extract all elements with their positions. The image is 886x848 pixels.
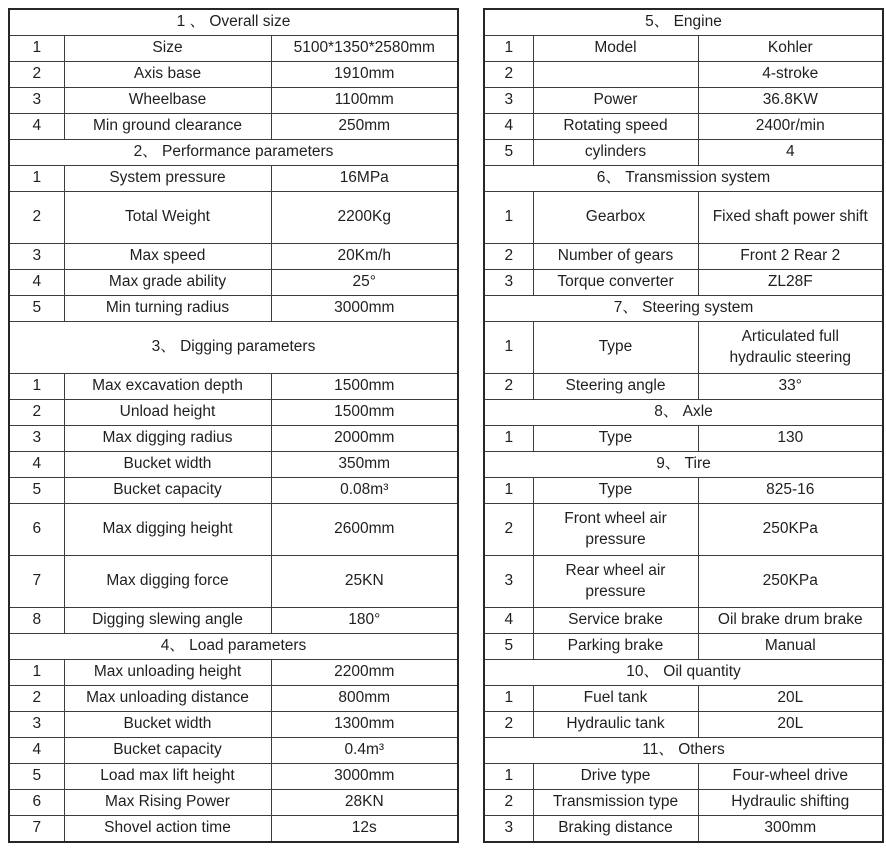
section-title: 9、 Tire <box>484 452 883 478</box>
row-no-cell: 4 <box>9 270 64 296</box>
row-value-cell: 25° <box>271 270 458 296</box>
section-header-row <box>484 452 883 478</box>
spec-row <box>484 608 883 634</box>
row-name-cell: Axis base <box>64 62 271 88</box>
row-no-cell: 4 <box>9 738 64 764</box>
row-value-cell: 2000mm <box>271 426 458 452</box>
spec-row <box>484 140 883 166</box>
row-value-cell: Manual <box>698 634 883 660</box>
row-no-cell: 7 <box>9 556 64 608</box>
row-value-cell: 28KN <box>271 790 458 816</box>
row-value-cell: Articulated full hydraulic steering <box>698 322 883 374</box>
row-value-cell: 36.8KW <box>698 88 883 114</box>
spec-row <box>9 712 458 738</box>
row-value-cell: ZL28F <box>698 270 883 296</box>
row-no-cell: 5 <box>9 478 64 504</box>
row-value-cell: 250KPa <box>698 504 883 556</box>
row-value-cell: Oil brake drum brake <box>698 608 883 634</box>
spec-row <box>9 192 458 244</box>
spec-row <box>9 478 458 504</box>
spec-row <box>9 556 458 608</box>
row-name-cell: Fuel tank <box>533 686 698 712</box>
section-title: 8、 Axle <box>484 400 883 426</box>
row-no-cell: 1 <box>484 478 533 504</box>
row-value-cell: 350mm <box>271 452 458 478</box>
row-name-cell: Min ground clearance <box>64 114 271 140</box>
row-value-cell: 300mm <box>698 816 883 843</box>
spec-row <box>9 738 458 764</box>
row-no-cell: 4 <box>484 608 533 634</box>
row-value-cell: 16MPa <box>271 166 458 192</box>
row-name-cell: Max digging force <box>64 556 271 608</box>
row-value-cell: 12s <box>271 816 458 843</box>
spec-row <box>9 166 458 192</box>
row-name-cell: Max speed <box>64 244 271 270</box>
section-header-row <box>484 660 883 686</box>
row-value-cell: 0.4m³ <box>271 738 458 764</box>
spec-row <box>484 270 883 296</box>
spec-row <box>484 686 883 712</box>
spec-row <box>9 88 458 114</box>
row-value-cell: 2600mm <box>271 504 458 556</box>
spec-table-right <box>483 8 884 843</box>
row-no-cell: 5 <box>9 296 64 322</box>
spec-row <box>484 816 883 843</box>
row-no-cell: 1 <box>484 764 533 790</box>
row-name-cell: Load max lift height <box>64 764 271 790</box>
row-name-cell: Shovel action time <box>64 816 271 843</box>
row-name-cell: Wheelbase <box>64 88 271 114</box>
row-value-cell: Four-wheel drive <box>698 764 883 790</box>
row-name-cell: Total Weight <box>64 192 271 244</box>
row-name-cell <box>533 62 698 88</box>
row-name-cell: Rear wheel air pressure <box>533 556 698 608</box>
spec-row <box>9 764 458 790</box>
row-name-cell: Model <box>533 36 698 62</box>
spec-row <box>9 244 458 270</box>
row-name-cell: Service brake <box>533 608 698 634</box>
row-name-cell: System pressure <box>64 166 271 192</box>
row-value-cell: 5100*1350*2580mm <box>271 36 458 62</box>
row-value-cell: 250mm <box>271 114 458 140</box>
row-no-cell: 1 <box>484 686 533 712</box>
row-name-cell: Type <box>533 322 698 374</box>
spec-row <box>484 192 883 244</box>
row-value-cell: 180° <box>271 608 458 634</box>
row-value-cell: 1500mm <box>271 374 458 400</box>
row-no-cell: 3 <box>9 426 64 452</box>
spec-row <box>484 504 883 556</box>
row-no-cell: 1 <box>484 322 533 374</box>
row-no-cell: 5 <box>484 634 533 660</box>
row-no-cell: 3 <box>484 816 533 843</box>
row-name-cell: Bucket width <box>64 712 271 738</box>
row-name-cell: Max digging radius <box>64 426 271 452</box>
row-name-cell: Bucket width <box>64 452 271 478</box>
spec-table-right-body <box>484 9 883 842</box>
section-title: 11、 Others <box>484 738 883 764</box>
section-title: 7、 Steering system <box>484 296 883 322</box>
row-no-cell: 3 <box>484 556 533 608</box>
section-title: 10、 Oil quantity <box>484 660 883 686</box>
section-title: 3、 Digging parameters <box>9 322 458 374</box>
spec-row <box>484 426 883 452</box>
row-value-cell: 250KPa <box>698 556 883 608</box>
row-name-cell: Max Rising Power <box>64 790 271 816</box>
spec-row <box>9 296 458 322</box>
row-name-cell: Drive type <box>533 764 698 790</box>
row-no-cell: 2 <box>9 686 64 712</box>
section-header-row <box>484 400 883 426</box>
row-no-cell: 2 <box>9 400 64 426</box>
row-name-cell: Max unloading distance <box>64 686 271 712</box>
row-value-cell: 2400r/min <box>698 114 883 140</box>
row-value-cell: 4-stroke <box>698 62 883 88</box>
row-no-cell: 1 <box>9 660 64 686</box>
spec-row <box>484 478 883 504</box>
row-no-cell: 6 <box>9 504 64 556</box>
row-value-cell: 25KN <box>271 556 458 608</box>
spec-table-left <box>8 8 459 843</box>
row-no-cell: 1 <box>484 36 533 62</box>
row-value-cell: 800mm <box>271 686 458 712</box>
row-no-cell: 2 <box>484 62 533 88</box>
row-no-cell: 2 <box>484 504 533 556</box>
spec-row <box>9 608 458 634</box>
spec-row <box>484 790 883 816</box>
spec-row <box>484 634 883 660</box>
row-value-cell: 1100mm <box>271 88 458 114</box>
spec-row <box>484 712 883 738</box>
row-name-cell: Torque converter <box>533 270 698 296</box>
row-name-cell: Unload height <box>64 400 271 426</box>
row-name-cell: Steering angle <box>533 374 698 400</box>
row-no-cell: 2 <box>9 192 64 244</box>
section-title: 2、 Performance parameters <box>9 140 458 166</box>
row-value-cell: 20L <box>698 712 883 738</box>
row-no-cell: 6 <box>9 790 64 816</box>
row-value-cell: 0.08m³ <box>271 478 458 504</box>
row-name-cell: Transmission type <box>533 790 698 816</box>
row-name-cell: Max digging height <box>64 504 271 556</box>
row-name-cell: Max excavation depth <box>64 374 271 400</box>
row-name-cell: Gearbox <box>533 192 698 244</box>
row-no-cell: 2 <box>484 244 533 270</box>
section-header-row <box>484 296 883 322</box>
row-name-cell: Number of gears <box>533 244 698 270</box>
row-no-cell: 3 <box>9 244 64 270</box>
row-name-cell: Power <box>533 88 698 114</box>
row-no-cell: 4 <box>9 452 64 478</box>
spec-row <box>484 244 883 270</box>
row-no-cell: 2 <box>484 374 533 400</box>
spec-row <box>484 764 883 790</box>
row-name-cell: cylinders <box>533 140 698 166</box>
spec-row <box>9 62 458 88</box>
spec-row <box>9 426 458 452</box>
row-name-cell: Bucket capacity <box>64 738 271 764</box>
row-no-cell: 2 <box>484 790 533 816</box>
row-name-cell: Min turning radius <box>64 296 271 322</box>
section-header-row <box>9 634 458 660</box>
row-no-cell: 3 <box>484 88 533 114</box>
spec-table-left-body <box>9 9 458 842</box>
spec-row <box>484 322 883 374</box>
section-header-row <box>484 9 883 36</box>
row-value-cell: 33° <box>698 374 883 400</box>
row-no-cell: 2 <box>484 712 533 738</box>
row-value-cell: 3000mm <box>271 764 458 790</box>
row-name-cell: Type <box>533 478 698 504</box>
row-no-cell: 5 <box>484 140 533 166</box>
spec-row <box>9 660 458 686</box>
spec-row <box>9 504 458 556</box>
spec-row <box>9 400 458 426</box>
spec-row <box>484 556 883 608</box>
spec-row <box>484 114 883 140</box>
row-name-cell: Max grade ability <box>64 270 271 296</box>
section-title: 5、 Engine <box>484 9 883 36</box>
section-title: 6、 Transmission system <box>484 166 883 192</box>
spec-row <box>9 686 458 712</box>
row-value-cell: 1910mm <box>271 62 458 88</box>
row-value-cell: 1500mm <box>271 400 458 426</box>
row-value-cell: Hydraulic shifting <box>698 790 883 816</box>
spec-row <box>9 374 458 400</box>
spec-row <box>9 816 458 843</box>
spec-row <box>484 36 883 62</box>
spec-row <box>484 374 883 400</box>
row-value-cell: 1300mm <box>271 712 458 738</box>
section-header-row <box>484 738 883 764</box>
row-value-cell: Front 2 Rear 2 <box>698 244 883 270</box>
row-no-cell: 2 <box>9 62 64 88</box>
row-name-cell: Size <box>64 36 271 62</box>
row-no-cell: 1 <box>484 426 533 452</box>
section-header-row <box>484 166 883 192</box>
row-value-cell: 2200Kg <box>271 192 458 244</box>
row-name-cell: Type <box>533 426 698 452</box>
row-name-cell: Bucket capacity <box>64 478 271 504</box>
row-name-cell: Digging slewing angle <box>64 608 271 634</box>
section-header-row <box>9 140 458 166</box>
row-no-cell: 5 <box>9 764 64 790</box>
spec-row <box>484 62 883 88</box>
section-header-row <box>9 322 458 374</box>
row-value-cell: 130 <box>698 426 883 452</box>
row-no-cell: 4 <box>484 114 533 140</box>
row-no-cell: 1 <box>9 166 64 192</box>
row-value-cell: 825-16 <box>698 478 883 504</box>
row-no-cell: 3 <box>9 88 64 114</box>
section-header-row <box>9 9 458 36</box>
row-no-cell: 1 <box>9 374 64 400</box>
row-value-cell: 3000mm <box>271 296 458 322</box>
row-no-cell: 3 <box>484 270 533 296</box>
row-name-cell: Max unloading height <box>64 660 271 686</box>
row-no-cell: 1 <box>484 192 533 244</box>
row-no-cell: 4 <box>9 114 64 140</box>
spec-row <box>9 114 458 140</box>
row-name-cell: Parking brake <box>533 634 698 660</box>
spec-row <box>9 452 458 478</box>
row-value-cell: Fixed shaft power shift <box>698 192 883 244</box>
row-value-cell: 20L <box>698 686 883 712</box>
row-no-cell: 1 <box>9 36 64 62</box>
spec-row <box>9 270 458 296</box>
row-value-cell: 20Km/h <box>271 244 458 270</box>
row-no-cell: 7 <box>9 816 64 843</box>
row-no-cell: 3 <box>9 712 64 738</box>
spec-row <box>9 790 458 816</box>
row-name-cell: Rotating speed <box>533 114 698 140</box>
row-name-cell: Hydraulic tank <box>533 712 698 738</box>
row-value-cell: Kohler <box>698 36 883 62</box>
row-name-cell: Front wheel air pressure <box>533 504 698 556</box>
section-title: 4、 Load parameters <box>9 634 458 660</box>
row-value-cell: 2200mm <box>271 660 458 686</box>
spec-row <box>9 36 458 62</box>
section-title: 1 、 Overall size <box>9 9 458 36</box>
row-value-cell: 4 <box>698 140 883 166</box>
row-no-cell: 8 <box>9 608 64 634</box>
row-name-cell: Braking distance <box>533 816 698 843</box>
spec-row <box>484 88 883 114</box>
